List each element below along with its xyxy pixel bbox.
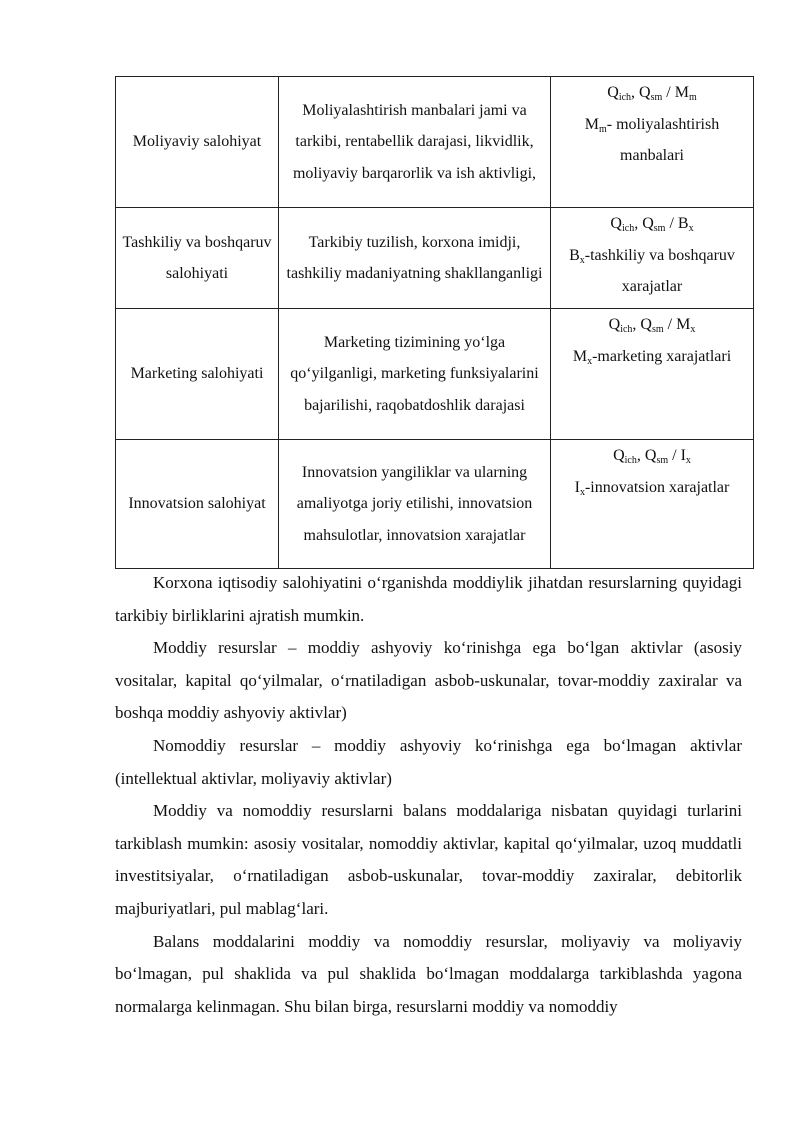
potential-name-cell: Marketing salohiyati (116, 309, 279, 440)
paragraph: Moddiy va nomoddiy resurslarni balans moddalariga nisbatan quyidagi turlarini tarkiblash mumkin: asosiy vositalar, nomoddiy aktivlar, kapital qo‘yilmalar, uzoq muddatli investitsiyalar, o‘rnatiladigan asbob-uskunalar, tovar-moddiy zaxiralar, debitorlik majburiyatlari, pul mablag‘lari. (115, 801, 742, 918)
table-row (116, 309, 754, 440)
indicator-cell: Innovatsion yangiliklar va ularning amaliyotga joriy etilishi, innovatsion mahsulotlar, innovatsion xarajatlar (279, 440, 551, 569)
paragraph: Moddiy resurslar – moddiy ashyoviy ko‘rinishga ega bo‘lgan aktivlar (asosiy vositalar, kapital qo‘yilmalar, o‘rnatiladigan asbob-uskunalar, tovar-moddiy zaxiralar va boshqa moddiy ashyoviy aktivlar) (115, 638, 742, 723)
formula-note: $I_x$-innovatsion xarajatlar (574, 478, 730, 498)
body-text (115, 567, 742, 1023)
potential-name-cell: Moliyaviy salohiyat (116, 77, 279, 208)
paragraph: Balans moddalarini moddiy va nomoddiy resurslar, moliyaviy va moliyaviy bo‘lmagan, pul shaklida va pul shaklida bo‘lmagan moddalarga tarkiblashda yagona normalarga kelinmagan. Shu bilan birga, resurslarni moddiy va nomoddiy (115, 931, 742, 1016)
potential-table (115, 76, 754, 569)
formula-cell (551, 440, 754, 569)
formula-cell (551, 208, 754, 309)
formula: $Q_{ich}$, $Q_{sm} / M_m$ (607, 84, 697, 103)
table-row (116, 208, 754, 309)
potential-name-cell: Tashkiliy va boshqaruv salohiyati (116, 208, 279, 309)
paragraph: Nomoddiy resurslar – moddiy ashyoviy ko‘rinishga ega bo‘lmagan aktivlar (intellektual aktivlar, moliyaviy aktivlar) (115, 735, 742, 788)
indicator-cell: Moliyalashtirish manbalari jami va tarkibi, rentabellik darajasi, likvidlik, moliyaviy barqarorlik va ish aktivligi, (279, 77, 551, 208)
formula-note: $M_m-$ moliyalashtirish manbalari (584, 115, 720, 164)
indicator-cell: Marketing tizimining yo‘lga qo‘yilganligi, marketing funksiyalarini bajarilishi, raqobatdoshlik darajasi (279, 309, 551, 440)
formula: $Q_{ich}$, $Q_{sm} / I_x$ (613, 447, 691, 466)
formula: $Q_{ich}$, $Q_{sm} / M_x$ (608, 316, 696, 335)
formula-note: $B_x$-tashkiliy va boshqaruv xarajatlar (569, 246, 735, 295)
table-row (116, 440, 754, 569)
formula-note: $M_x$-marketing xarajatlari (572, 347, 732, 367)
paragraph: Korxona iqtisodiy salohiyatini o‘rganishda moddiylik jihatdan resurslarning quyidagi tarkibiy birliklarini ajratish mumkin. (115, 573, 742, 625)
formula-cell (551, 77, 754, 208)
indicator-cell: Tarkibiy tuzilish, korxona imidji, tashkiliy madaniyatning shakllanganligi (279, 208, 551, 309)
potential-name-cell: Innovatsion salohiyat (116, 440, 279, 569)
formula-cell (551, 309, 754, 440)
formula: $Q_{ich}$, $Q_{sm} / B_x$ (610, 215, 694, 234)
table-row (116, 77, 754, 208)
